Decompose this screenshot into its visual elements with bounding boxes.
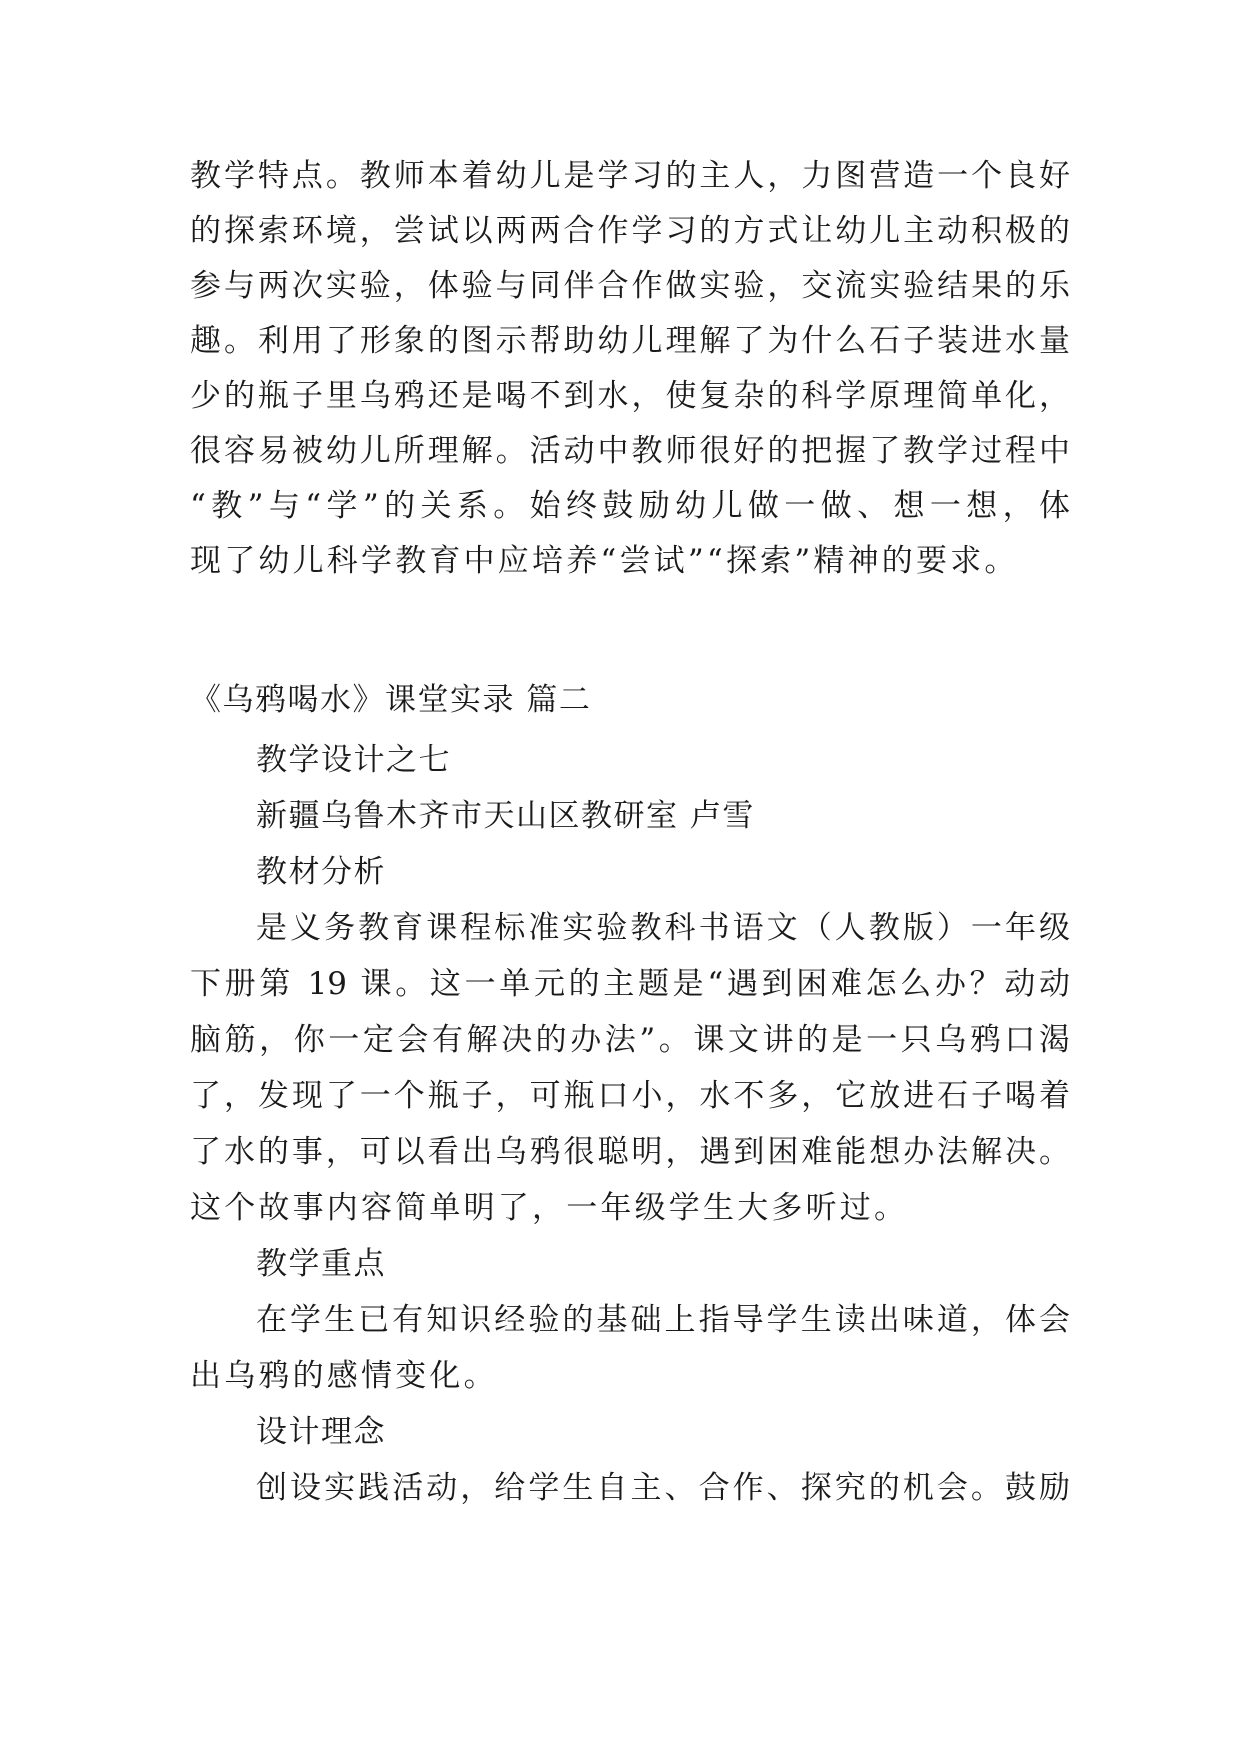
author-line: 新疆乌鲁木齐市天山区教研室 卢雪 [256, 798, 755, 834]
paragraph-line: 的探索环境，尝试以两两合作学习的方式让幼儿主动积极的 [190, 213, 1070, 249]
section-title: 《乌鸦喝水》课堂实录 篇二 [190, 682, 592, 718]
paragraph-line: 脑筋，你一定会有解决的办法”。课文讲的是一只乌鸦口渴 [190, 1022, 1070, 1058]
paragraph-line: 了，发现了一个瓶子，可瓶口小，水不多，它放进石子喝着 [190, 1078, 1070, 1114]
material-heading: 教材分析 [256, 854, 386, 890]
paragraph-line: 在学生已有知识经验的基础上指导学生读出味道，体会 [256, 1302, 1070, 1338]
paragraph-line: 现了幼儿科学教育中应培养“尝试”“探索”精神的要求。 [190, 543, 1019, 579]
design-title: 教学设计之七 [256, 742, 451, 778]
paragraph-line: “教”与“学”的关系。始终鼓励幼儿做一做、想一想，体 [190, 488, 1070, 524]
paragraph-line: 这个故事内容简单明了，一年级学生大多听过。 [190, 1190, 909, 1226]
concept-heading: 设计理念 [256, 1414, 386, 1450]
paragraph-line: 少的瓶子里乌鸦还是喝不到水，使复杂的科学原理简单化， [190, 378, 1070, 414]
paragraph-line: 趣。利用了形象的图示帮助幼儿理解了为什么石子装进水量 [190, 323, 1070, 359]
paragraph-line: 参与两次实验，体验与同伴合作做实验，交流实验结果的乐 [190, 268, 1070, 304]
paragraph-line: 下册第 19 课。这一单元的主题是“遇到困难怎么办？动动 [190, 966, 1070, 1002]
paragraph-line: 是义务教育课程标准实验教科书语文（人教版）一年级 [256, 910, 1070, 946]
paragraph-line: 教学特点。教师本着幼儿是学习的主人，力图营造一个良好 [190, 158, 1070, 194]
focus-heading: 教学重点 [256, 1246, 386, 1282]
paragraph-line: 了水的事，可以看出乌鸦很聪明，遇到困难能想办法解决。 [190, 1134, 1070, 1170]
paragraph-line: 很容易被幼儿所理解。活动中教师很好的把握了教学过程中 [190, 433, 1070, 469]
paragraph-line: 出乌鸦的感情变化。 [190, 1358, 498, 1394]
paragraph-line: 创设实践活动，给学生自主、合作、探究的机会。鼓励 [256, 1470, 1070, 1506]
